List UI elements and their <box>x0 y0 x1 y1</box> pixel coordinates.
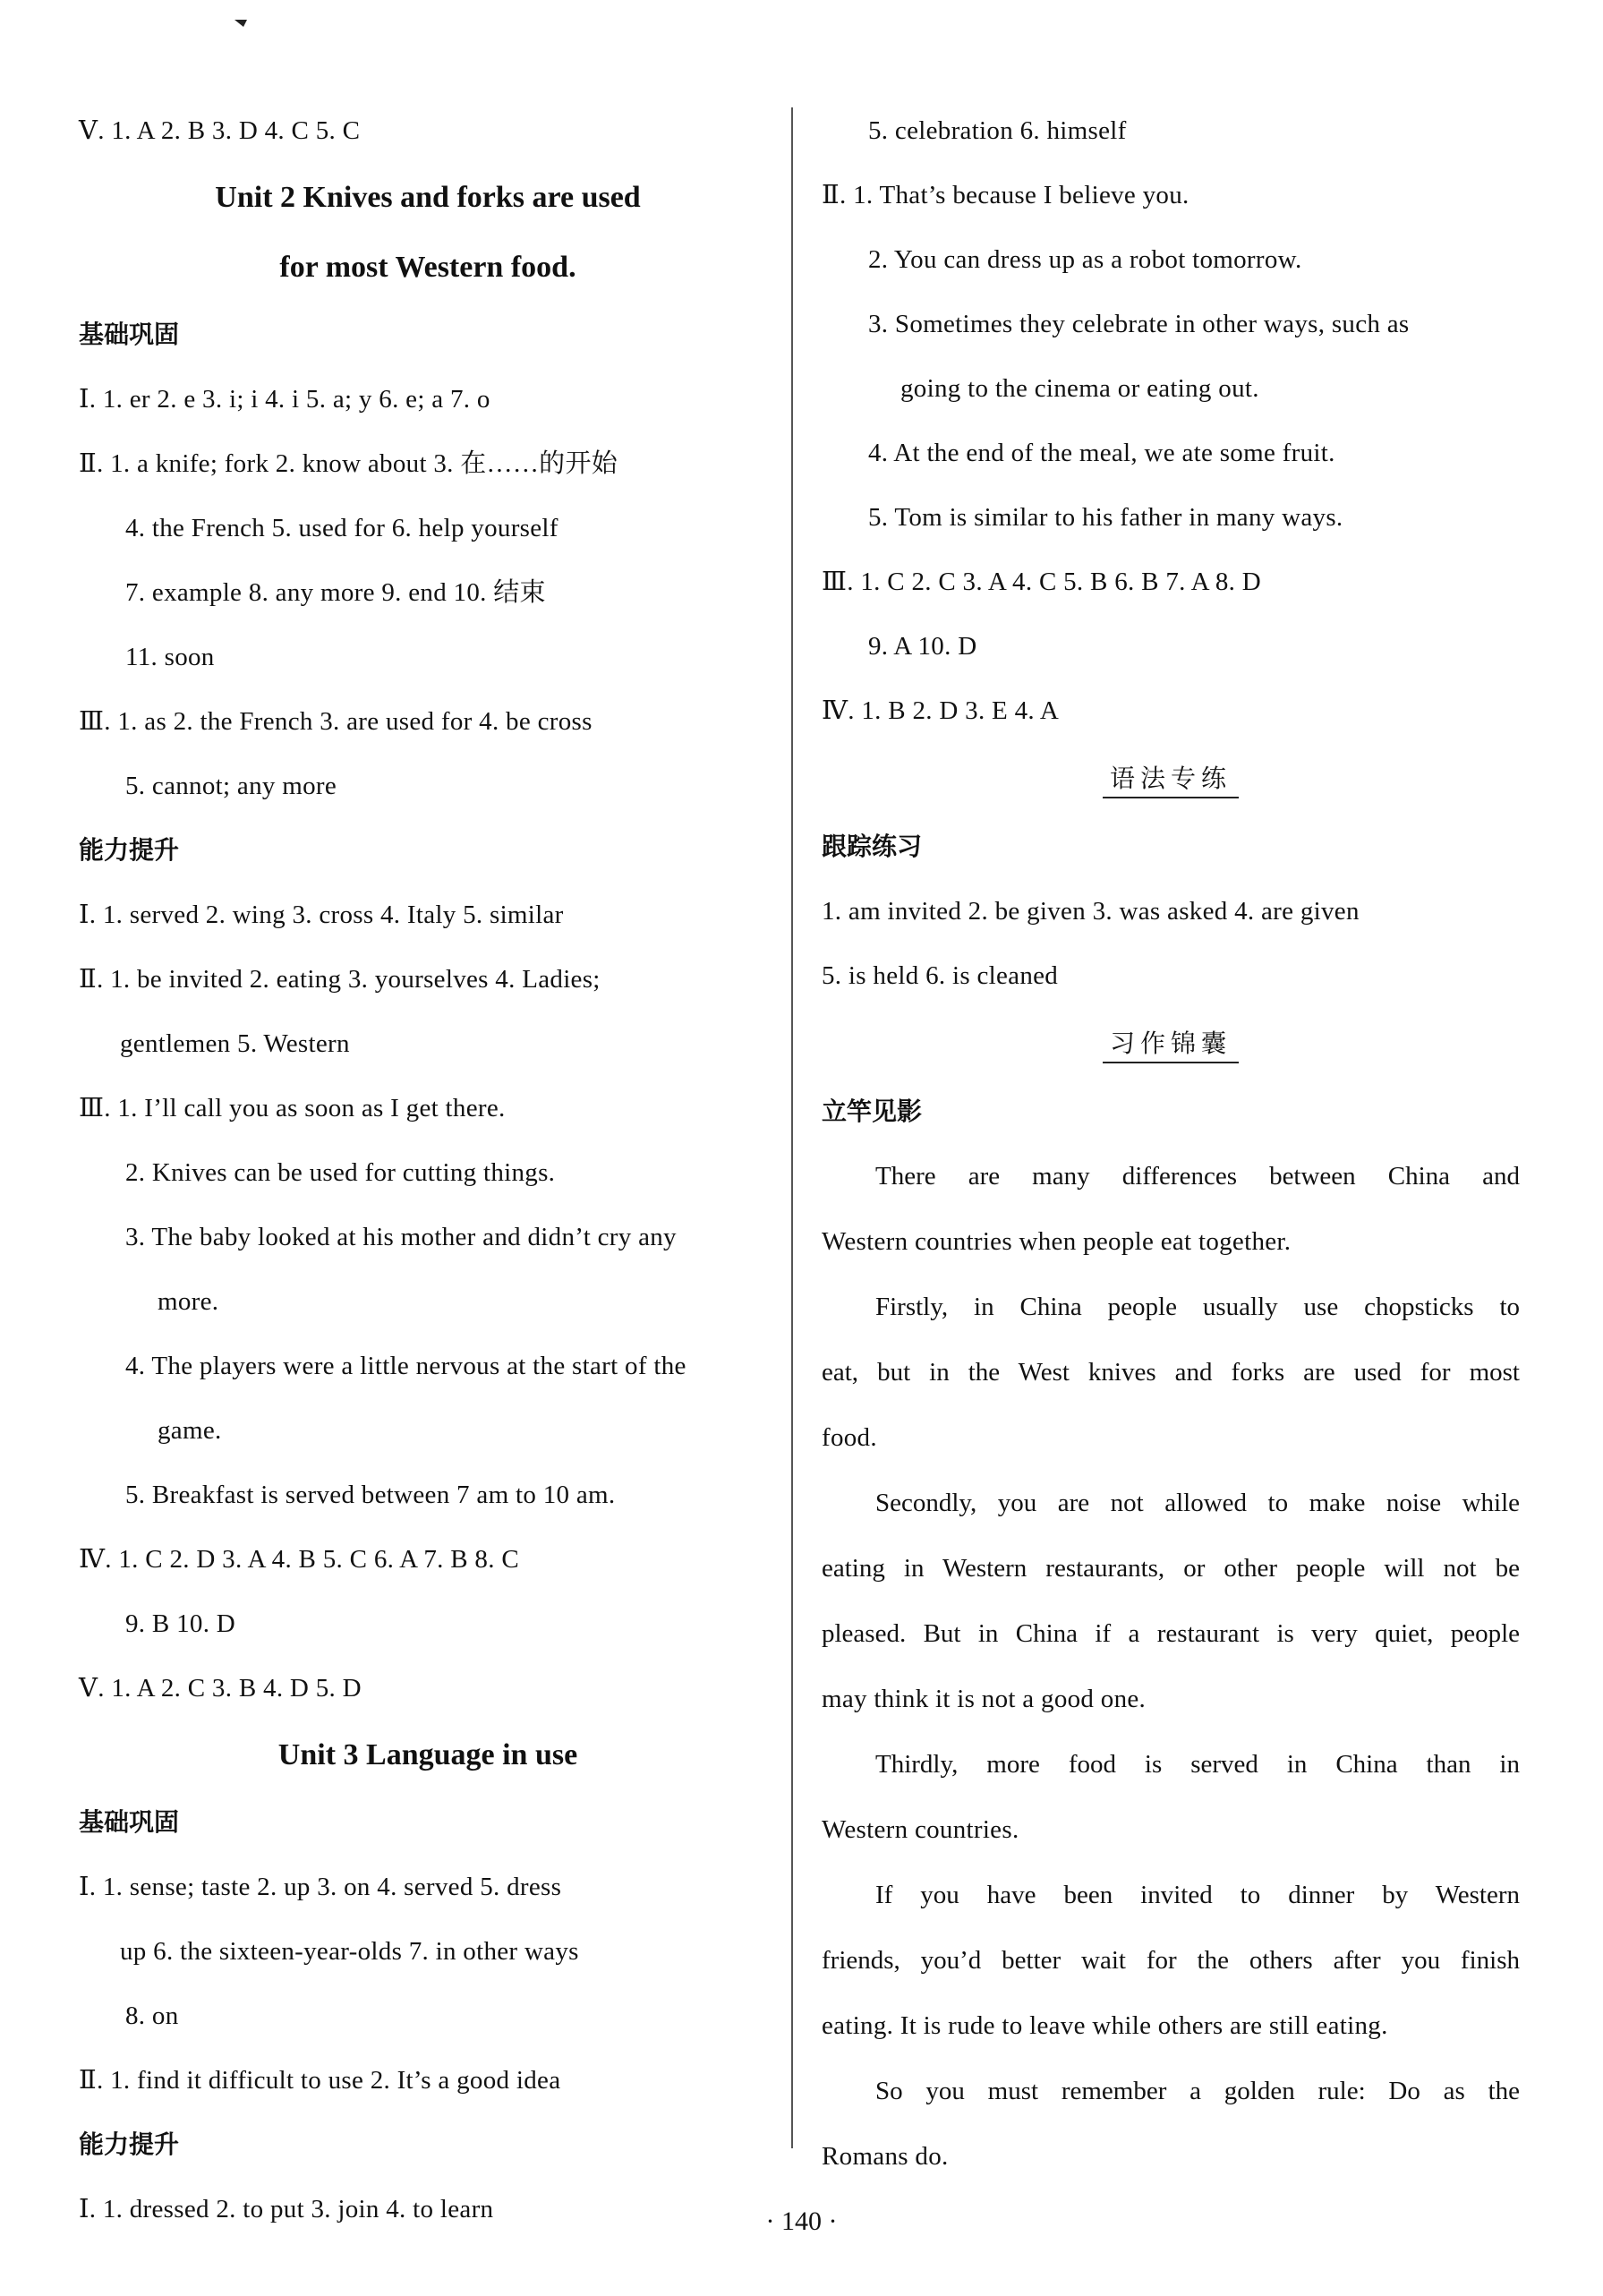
essay-line: Romans do. <box>822 2142 949 2171</box>
grammar-practice-heading <box>822 743 1520 815</box>
essay-line: food. <box>822 1423 877 1452</box>
unit-2-title-line-1: Unit 2 Knives and forks are used <box>215 181 641 214</box>
answer-line: 4. the French 5. used for 6. help yourself <box>125 514 558 542</box>
essay-line: Thirdly, more food is served in China than in <box>875 1750 1520 1779</box>
answer-line: Ⅱ. 1. a knife; fork 2. know about 3. 在……的开始 <box>79 449 618 478</box>
answer-line: 5. Tom is similar to his father in many ways. <box>868 503 1343 532</box>
essay-line: friends, you’d better wait for the others after you finish <box>822 1946 1520 1975</box>
essay-line: There are many differences between China and <box>875 1162 1520 1191</box>
answer-line: 4. The players were a little nervous at the start of the <box>125 1352 686 1380</box>
answer-line: Ⅰ. 1. er 2. e 3. i; i 4. i 5. a; y 6. e; a 7. o <box>79 385 490 414</box>
answer-line: Ⅲ. 1. as 2. the French 3. are used for 4. be cross <box>79 707 593 736</box>
answer-line: game. <box>158 1416 222 1445</box>
essay-line: Western countries when people eat together. <box>822 1227 1292 1256</box>
answer-line: 9. A 10. D <box>868 632 977 661</box>
answer-line: 5. cannot; any more <box>125 772 337 800</box>
answer-line: 2. You can dress up as a robot tomorrow. <box>868 245 1302 274</box>
essay-line: Firstly, in China people usually use chopsticks to <box>875 1293 1520 1321</box>
writing-tips-heading <box>822 1008 1520 1080</box>
answer-line: Ⅱ. 1. find it difficult to use 2. It’s a good idea <box>79 2066 561 2095</box>
unit-3-title: Unit 3 Language in use <box>277 1738 578 1771</box>
answer-line: gentlemen 5. Western <box>120 1029 350 1058</box>
answer-line: up 6. the sixteen-year-olds 7. in other ways <box>120 1937 579 1966</box>
answer-line: 2. Knives can be used for cutting things. <box>125 1158 556 1187</box>
left-column <box>79 98 777 2241</box>
answer-line: Ⅲ. 1. I’ll call you as soon as I get there. <box>79 1094 506 1122</box>
section-heading-track: 跟踪练习 <box>822 832 923 861</box>
column-divider <box>791 107 793 2148</box>
answer-line: 3. Sometimes they celebrate in other ways, such as <box>868 310 1410 338</box>
answer-line: 1. am invited 2. be given 3. was asked 4. are given <box>822 897 1360 926</box>
answer-line: Ⅱ. 1. be invited 2. eating 3. yourselves 4. Ladies; <box>79 965 601 994</box>
answer-line: Ⅳ. 1. B 2. D 3. E 4. A <box>822 696 1060 725</box>
answer-line: 5. celebration 6. himself <box>868 116 1127 145</box>
section-heading-jichu: 基础巩固 <box>79 1807 180 1837</box>
answer-line: Ⅳ. 1. C 2. D 3. A 4. B 5. C 6. A 7. B 8. C <box>79 1545 519 1574</box>
answer-line: 4. At the end of the meal, we ate some fruit. <box>868 439 1335 467</box>
essay-line: eat, but in the West knives and forks are used for most <box>822 1358 1520 1387</box>
essay-line: If you have been invited to dinner by Western <box>875 1881 1520 1909</box>
answer-line: Ⅰ. 1. sense; taste 2. up 3. on 4. served 5. dress <box>79 1873 562 1901</box>
answer-line: 5. Breakfast is served between 7 am to 10 am. <box>125 1481 616 1509</box>
section-heading-nengli: 能力提升 <box>79 835 180 865</box>
answer-line: Ⅲ. 1. C 2. C 3. A 4. C 5. B 6. B 7. A 8. D <box>822 568 1261 596</box>
right-column <box>822 98 1520 2189</box>
answer-line: more. <box>158 1287 219 1316</box>
section-heading-lgan: 立竿见影 <box>822 1097 923 1126</box>
essay-line: eating. It is rude to leave while others are still eating. <box>822 2011 1388 2040</box>
writing-tips-label: 习作锦囊 <box>1103 1029 1239 1063</box>
section-heading-nengli: 能力提升 <box>79 2130 180 2159</box>
essay-line: eating in Western restaurants, or other people will not be <box>822 1554 1520 1583</box>
answer-line: 7. example 8. any more 9. end 10. 结束 <box>125 578 546 607</box>
essay-line: Secondly, you are not allowed to make noise while <box>875 1489 1520 1517</box>
answer-line: 11. soon <box>125 643 215 671</box>
answer-line: Ⅰ. 1. dressed 2. to put 3. join 4. to learn <box>79 2195 494 2223</box>
page-number: · 140 · <box>765 2206 838 2236</box>
sample-essay <box>822 1144 1520 2189</box>
answer-line: Ⅴ. 1. A 2. C 3. B 4. D 5. D <box>79 1674 362 1703</box>
answer-line: 9. B 10. D <box>125 1609 236 1638</box>
essay-line: So you must remember a golden rule: Do as the <box>875 2077 1520 2105</box>
answer-line: Ⅰ. 1. served 2. wing 3. cross 4. Italy 5. similar <box>79 900 564 929</box>
section-heading-jichu: 基础巩固 <box>79 320 180 349</box>
print-mark-icon <box>234 20 247 27</box>
answer-line: Ⅱ. 1. That’s because I believe you. <box>822 181 1189 209</box>
answer-line: 5. is held 6. is cleaned <box>822 961 1059 990</box>
answer-line: going to the cinema or eating out. <box>900 374 1259 403</box>
essay-line: Western countries. <box>822 1815 1019 1844</box>
essay-line: pleased. But in China if a restaurant is very quiet, people <box>822 1619 1520 1648</box>
answer-line: 3. The baby looked at his mother and didn’t cry any <box>125 1223 677 1251</box>
grammar-practice-label: 语法专练 <box>1103 764 1239 798</box>
unit-2-title-line-2: for most Western food. <box>279 251 576 284</box>
essay-line: may think it is not a good one. <box>822 1685 1147 1713</box>
answer-line: Ⅴ. 1. A 2. B 3. D 4. C 5. C <box>79 116 361 145</box>
answer-line: 8. on <box>125 2002 179 2030</box>
